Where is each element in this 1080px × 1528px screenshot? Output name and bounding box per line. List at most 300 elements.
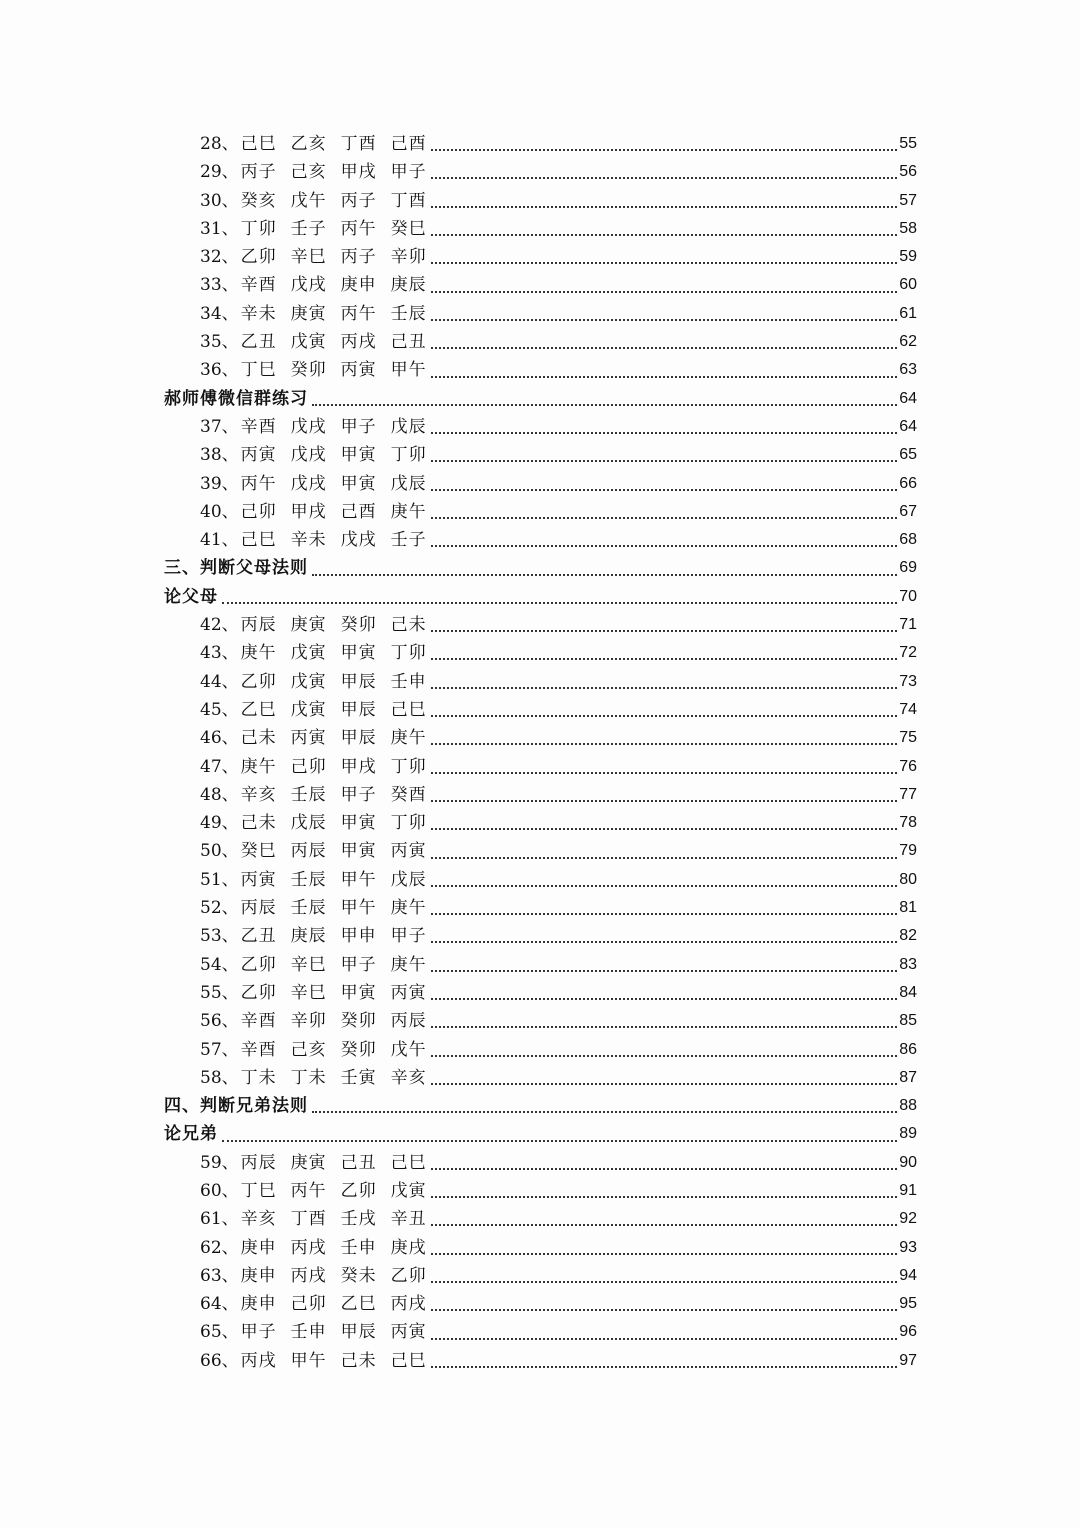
entry-number: 50 — [200, 841, 222, 862]
entry-number: 52 — [200, 898, 222, 919]
pillar: 庚戌 — [390, 1237, 427, 1258]
page-number: 82 — [899, 927, 917, 945]
pillar: 戊戌 — [290, 445, 327, 466]
entry-separator: 、 — [221, 162, 239, 183]
dot-leader — [431, 1224, 898, 1226]
pillar: 壬辰 — [290, 869, 327, 890]
dot-leader — [431, 262, 898, 264]
toc-entry[interactable] — [164, 300, 917, 328]
entry-number: 33 — [200, 275, 222, 296]
dot-leader — [431, 715, 898, 717]
pillar: 乙卯 — [240, 671, 277, 692]
pillar: 乙卯 — [240, 982, 277, 1003]
entry-separator: 、 — [221, 416, 239, 437]
pillar: 辛巳 — [290, 954, 327, 975]
toc-entry[interactable] — [164, 271, 917, 299]
entry-number: 57 — [200, 1039, 222, 1060]
entry-number: 59 — [200, 1152, 222, 1173]
dot-leader — [431, 1309, 898, 1311]
entry-number: 47 — [200, 756, 222, 777]
toc-entry[interactable] — [164, 922, 917, 950]
pillar: 丁酉 — [340, 134, 377, 154]
entry-number: 35 — [200, 332, 222, 353]
pillar: 丙戌 — [240, 1350, 277, 1371]
toc-entry[interactable] — [164, 724, 917, 752]
dot-leader — [431, 545, 898, 547]
page-number: 89 — [899, 1125, 917, 1143]
entry-number: 61 — [200, 1209, 222, 1230]
toc-heading[interactable] — [164, 1092, 917, 1120]
entry-number: 45 — [200, 699, 222, 720]
pillar: 癸卯 — [340, 1039, 377, 1060]
pillar: 壬子 — [290, 218, 327, 239]
pillar: 癸卯 — [340, 1011, 377, 1032]
pillar: 庚午 — [390, 501, 427, 522]
pillar: 辛卯 — [390, 247, 427, 268]
page-number: 67 — [899, 502, 917, 520]
pillar: 壬申 — [340, 1237, 377, 1258]
pillar: 己未 — [240, 728, 277, 749]
page-number: 69 — [899, 559, 917, 577]
entry-number: 28 — [200, 134, 222, 154]
pillar: 戊戌 — [290, 275, 327, 296]
toc-entry[interactable] — [164, 1290, 917, 1318]
pillar: 甲寅 — [340, 445, 377, 466]
pillar: 丙寅 — [240, 445, 277, 466]
toc-entry[interactable] — [164, 413, 917, 441]
page-number: 63 — [899, 361, 917, 379]
toc-heading[interactable] — [164, 1120, 917, 1148]
dot-leader — [431, 347, 898, 349]
pillar: 丙子 — [340, 247, 377, 268]
entry-number: 32 — [200, 247, 222, 268]
pillar: 庚午 — [240, 643, 277, 664]
pillar: 癸卯 — [290, 360, 327, 381]
page-number: 97 — [899, 1351, 917, 1369]
entry-number: 38 — [200, 445, 222, 466]
entry-separator: 、 — [221, 869, 239, 890]
pillar: 己亥 — [290, 162, 327, 183]
page-number: 90 — [899, 1153, 917, 1171]
pillar: 甲寅 — [340, 643, 377, 664]
pillar: 壬申 — [290, 1322, 327, 1343]
pillar: 甲午 — [290, 1350, 327, 1371]
pillar: 丙午 — [240, 473, 277, 494]
pillar: 戊午 — [390, 1039, 427, 1060]
pillar: 甲申 — [340, 926, 377, 947]
entry-number: 51 — [200, 869, 222, 890]
page-number: 66 — [899, 474, 917, 492]
pillar: 己酉 — [390, 134, 427, 154]
pillar: 己亥 — [290, 1039, 327, 1060]
dot-leader — [431, 1253, 898, 1255]
pillar: 庚申 — [340, 275, 377, 296]
dot-leader — [312, 574, 897, 576]
page-number: 80 — [899, 870, 917, 888]
entry-separator: 、 — [221, 643, 239, 664]
page-number: 87 — [899, 1068, 917, 1086]
entry-separator: 、 — [221, 671, 239, 692]
pillar: 戊戌 — [290, 473, 327, 494]
pillar: 辛亥 — [240, 784, 277, 805]
pillar: 丙寅 — [390, 1322, 427, 1343]
pillar: 壬子 — [390, 530, 427, 551]
pillar: 己卯 — [240, 501, 277, 522]
dot-leader — [431, 234, 898, 236]
pillar: 庚午 — [240, 756, 277, 777]
pillar: 庚午 — [390, 898, 427, 919]
pillar: 甲寅 — [340, 473, 377, 494]
entry-separator: 、 — [221, 1265, 239, 1286]
entry-number: 37 — [200, 416, 222, 437]
dot-leader — [312, 404, 897, 406]
pillar: 辛未 — [290, 530, 327, 551]
pillar: 己卯 — [290, 756, 327, 777]
toc-entry[interactable] — [164, 753, 917, 781]
pillar: 庚申 — [240, 1294, 277, 1315]
dot-leader — [431, 376, 898, 378]
dot-leader — [431, 743, 898, 745]
entry-separator: 、 — [221, 332, 239, 353]
dot-leader — [431, 517, 898, 519]
pillar: 丙午 — [340, 303, 377, 324]
entry-separator: 、 — [221, 1237, 239, 1258]
pillar: 甲戌 — [340, 756, 377, 777]
entry-number: 43 — [200, 643, 222, 664]
pillar: 辛亥 — [240, 1209, 277, 1230]
pillar: 己巳 — [240, 134, 277, 154]
entry-separator: 、 — [221, 1067, 239, 1088]
dot-leader — [431, 206, 898, 208]
toc-entry[interactable] — [164, 187, 917, 215]
entry-number: 30 — [200, 190, 222, 211]
heading-title: 郝师傅微信群练习 — [164, 388, 308, 409]
pillar: 丁酉 — [390, 190, 427, 211]
pillar: 乙巳 — [240, 699, 277, 720]
pillar: 庚寅 — [290, 615, 327, 636]
pillar: 己丑 — [390, 332, 427, 353]
pillar: 癸卯 — [340, 615, 377, 636]
entry-separator: 、 — [221, 699, 239, 720]
toc-entry[interactable] — [164, 441, 917, 469]
page-number: 60 — [899, 276, 917, 294]
entry-number: 63 — [200, 1265, 222, 1286]
entry-number: 40 — [200, 501, 222, 522]
page-number: 68 — [899, 531, 917, 549]
entry-separator: 、 — [221, 615, 239, 636]
dot-leader — [431, 489, 898, 491]
entry-number: 66 — [200, 1350, 222, 1371]
toc-entry[interactable] — [164, 1347, 917, 1375]
pillar: 甲辰 — [340, 699, 377, 720]
dot-leader — [431, 828, 898, 830]
toc-entry[interactable] — [164, 526, 917, 554]
toc-entry[interactable] — [164, 837, 917, 865]
toc-entry[interactable] — [164, 979, 917, 1007]
pillar: 辛未 — [240, 303, 277, 324]
pillar: 庚午 — [390, 728, 427, 749]
entry-number: 44 — [200, 671, 222, 692]
pillar: 丙戌 — [340, 332, 377, 353]
entry-separator: 、 — [221, 445, 239, 466]
entry-separator: 、 — [221, 954, 239, 975]
dot-leader — [222, 602, 897, 604]
toc-entry[interactable] — [164, 1234, 917, 1262]
pillar: 乙丑 — [240, 332, 277, 353]
dot-leader — [431, 941, 898, 943]
pillar: 癸未 — [340, 1265, 377, 1286]
pillar: 丁卯 — [390, 445, 427, 466]
pillar: 丙辰 — [240, 615, 277, 636]
toc-entry[interactable] — [164, 866, 917, 894]
toc-entry[interactable] — [164, 1064, 917, 1092]
entry-separator: 、 — [221, 134, 239, 154]
heading-title: 四、判断兄弟法则 — [164, 1096, 308, 1117]
dot-leader — [431, 1026, 898, 1028]
entry-separator: 、 — [221, 1180, 239, 1201]
dot-leader — [431, 1083, 898, 1085]
pillar: 丁巳 — [240, 1180, 277, 1201]
entry-number: 60 — [200, 1180, 222, 1201]
entry-separator: 、 — [221, 1350, 239, 1371]
toc-entry[interactable] — [164, 1036, 917, 1064]
toc-entry[interactable] — [164, 611, 917, 639]
pillar: 辛巳 — [290, 247, 327, 268]
pillar: 甲子 — [390, 162, 427, 183]
pillar: 甲午 — [390, 360, 427, 381]
pillar: 戊寅 — [290, 332, 327, 353]
pillar: 甲辰 — [340, 671, 377, 692]
entry-number: 29 — [200, 162, 222, 183]
pillar: 己卯 — [290, 1294, 327, 1315]
toc-entry[interactable] — [164, 809, 917, 837]
pillar: 乙卯 — [340, 1180, 377, 1201]
pillar: 戊辰 — [390, 473, 427, 494]
dot-leader — [431, 857, 898, 859]
pillar: 己酉 — [340, 501, 377, 522]
pillar: 丁未 — [290, 1067, 327, 1088]
dot-leader — [431, 772, 898, 774]
toc-heading[interactable] — [164, 385, 917, 413]
entry-number: 48 — [200, 784, 222, 805]
page-number: 96 — [899, 1323, 917, 1341]
pillar: 丙辰 — [290, 841, 327, 862]
pillar: 丁卯 — [240, 218, 277, 239]
pillar: 丙辰 — [240, 1152, 277, 1173]
entry-number: 39 — [200, 473, 222, 494]
toc-entry[interactable] — [164, 470, 917, 498]
pillar: 丁巳 — [240, 360, 277, 381]
pillar: 丁卯 — [390, 756, 427, 777]
entry-separator: 、 — [221, 841, 239, 862]
pillar: 乙卯 — [390, 1265, 427, 1286]
pillar: 己丑 — [340, 1152, 377, 1173]
page-number: 85 — [899, 1012, 917, 1030]
dot-leader — [431, 998, 898, 1000]
pillar: 辛酉 — [240, 1039, 277, 1060]
pillar: 戊辰 — [390, 869, 427, 890]
pillar: 丁卯 — [390, 813, 427, 834]
pillar: 戊午 — [290, 190, 327, 211]
entry-number: 54 — [200, 954, 222, 975]
toc-entry[interactable] — [164, 498, 917, 526]
pillar: 辛酉 — [240, 1011, 277, 1032]
page-number: 79 — [899, 842, 917, 860]
entry-separator: 、 — [221, 530, 239, 551]
page-number: 56 — [899, 163, 917, 181]
entry-number: 62 — [200, 1237, 222, 1258]
entry-separator: 、 — [221, 501, 239, 522]
page-number: 84 — [899, 983, 917, 1001]
entry-separator: 、 — [221, 1209, 239, 1230]
pillar: 癸巳 — [390, 218, 427, 239]
page-number: 91 — [899, 1181, 917, 1199]
entry-separator: 、 — [221, 303, 239, 324]
pillar: 甲戌 — [290, 501, 327, 522]
heading-title: 三、判断父母法则 — [164, 558, 308, 579]
toc-entry[interactable] — [164, 639, 917, 667]
pillar: 辛亥 — [390, 1067, 427, 1088]
entry-separator: 、 — [221, 247, 239, 268]
entry-number: 53 — [200, 926, 222, 947]
toc-entry[interactable] — [164, 951, 917, 979]
toc-entry[interactable] — [164, 1318, 917, 1346]
heading-title: 论父母 — [164, 586, 218, 607]
toc-entry[interactable] — [164, 158, 917, 186]
pillar: 丙子 — [240, 162, 277, 183]
pillar: 甲辰 — [340, 1322, 377, 1343]
entry-separator: 、 — [221, 926, 239, 947]
dot-leader — [431, 1168, 898, 1170]
pillar: 甲戌 — [340, 162, 377, 183]
page-number: 64 — [899, 417, 917, 435]
pillar: 戊戌 — [340, 530, 377, 551]
dot-leader — [431, 149, 898, 151]
page-number: 59 — [899, 248, 917, 266]
heading-title: 论兄弟 — [164, 1124, 218, 1145]
entry-number: 31 — [200, 218, 222, 239]
toc-entry[interactable] — [164, 130, 917, 158]
page-number: 57 — [899, 191, 917, 209]
entry-separator: 、 — [221, 813, 239, 834]
pillar: 乙巳 — [340, 1294, 377, 1315]
pillar: 丙午 — [340, 218, 377, 239]
entry-separator: 、 — [221, 360, 239, 381]
dot-leader — [431, 913, 898, 915]
pillar: 癸酉 — [390, 784, 427, 805]
dot-leader — [431, 658, 898, 660]
dot-leader — [312, 1111, 897, 1113]
toc-heading[interactable] — [164, 583, 917, 611]
dot-leader — [431, 460, 898, 462]
dot-leader — [431, 970, 898, 972]
pillar: 丁未 — [240, 1067, 277, 1088]
entry-number: 55 — [200, 982, 222, 1003]
toc-entry[interactable] — [164, 215, 917, 243]
pillar: 甲子 — [340, 416, 377, 437]
toc-entry[interactable] — [164, 356, 917, 384]
pillar: 庚辰 — [390, 275, 427, 296]
page-number: 77 — [899, 785, 917, 803]
pillar: 辛酉 — [240, 275, 277, 296]
entry-number: 56 — [200, 1011, 222, 1032]
entry-separator: 、 — [221, 784, 239, 805]
pillar: 己未 — [390, 615, 427, 636]
toc-entry[interactable] — [164, 1177, 917, 1205]
toc-entry[interactable] — [164, 781, 917, 809]
pillar: 壬申 — [390, 671, 427, 692]
toc-entry[interactable] — [164, 894, 917, 922]
entry-number: 65 — [200, 1322, 222, 1343]
toc-entry[interactable] — [164, 696, 917, 724]
pillar: 甲寅 — [340, 982, 377, 1003]
dot-leader — [431, 885, 898, 887]
pillar: 壬寅 — [340, 1067, 377, 1088]
pillar: 辛卯 — [290, 1011, 327, 1032]
pillar: 戊辰 — [390, 416, 427, 437]
toc-entry[interactable] — [164, 243, 917, 271]
pillar: 戊寅 — [390, 1180, 427, 1201]
pillar: 丙寅 — [290, 728, 327, 749]
pillar: 丙戌 — [290, 1237, 327, 1258]
entry-separator: 、 — [221, 728, 239, 749]
pillar: 甲寅 — [340, 813, 377, 834]
pillar: 甲子 — [340, 784, 377, 805]
toc-heading[interactable] — [164, 554, 917, 582]
pillar: 壬辰 — [290, 898, 327, 919]
toc-entry[interactable] — [164, 1007, 917, 1035]
dot-leader — [431, 1366, 898, 1368]
pillar: 癸亥 — [240, 190, 277, 211]
entry-number: 34 — [200, 303, 222, 324]
entry-separator: 、 — [221, 1152, 239, 1173]
pillar: 戊戌 — [290, 416, 327, 437]
toc-entry[interactable] — [164, 1149, 917, 1177]
entry-number: 42 — [200, 615, 222, 636]
entry-number: 46 — [200, 728, 222, 749]
dot-leader — [431, 291, 898, 293]
pillar: 乙卯 — [240, 954, 277, 975]
pillar: 丙午 — [290, 1180, 327, 1201]
table-of-contents — [164, 130, 917, 1375]
entry-separator: 、 — [221, 1322, 239, 1343]
page-number: 62 — [899, 333, 917, 351]
pillar: 戊辰 — [290, 813, 327, 834]
pillar: 庚申 — [240, 1237, 277, 1258]
toc-entry[interactable] — [164, 1262, 917, 1290]
page-number: 64 — [899, 389, 917, 407]
page-number: 81 — [899, 899, 917, 917]
toc-entry[interactable] — [164, 328, 917, 356]
pillar: 己未 — [340, 1350, 377, 1371]
page-number: 61 — [899, 304, 917, 322]
pillar: 丙寅 — [340, 360, 377, 381]
toc-entry[interactable] — [164, 668, 917, 696]
dot-leader — [431, 1281, 898, 1283]
pillar: 丁酉 — [290, 1209, 327, 1230]
pillar: 戊寅 — [290, 671, 327, 692]
page-number: 88 — [899, 1097, 917, 1115]
pillar: 辛丑 — [390, 1209, 427, 1230]
page-number: 78 — [899, 814, 917, 832]
pillar: 己未 — [240, 813, 277, 834]
dot-leader — [431, 800, 898, 802]
toc-entry[interactable] — [164, 1205, 917, 1233]
entry-separator: 、 — [221, 1039, 239, 1060]
entry-number: 36 — [200, 360, 222, 381]
dot-leader — [431, 630, 898, 632]
page-number: 55 — [899, 135, 917, 152]
